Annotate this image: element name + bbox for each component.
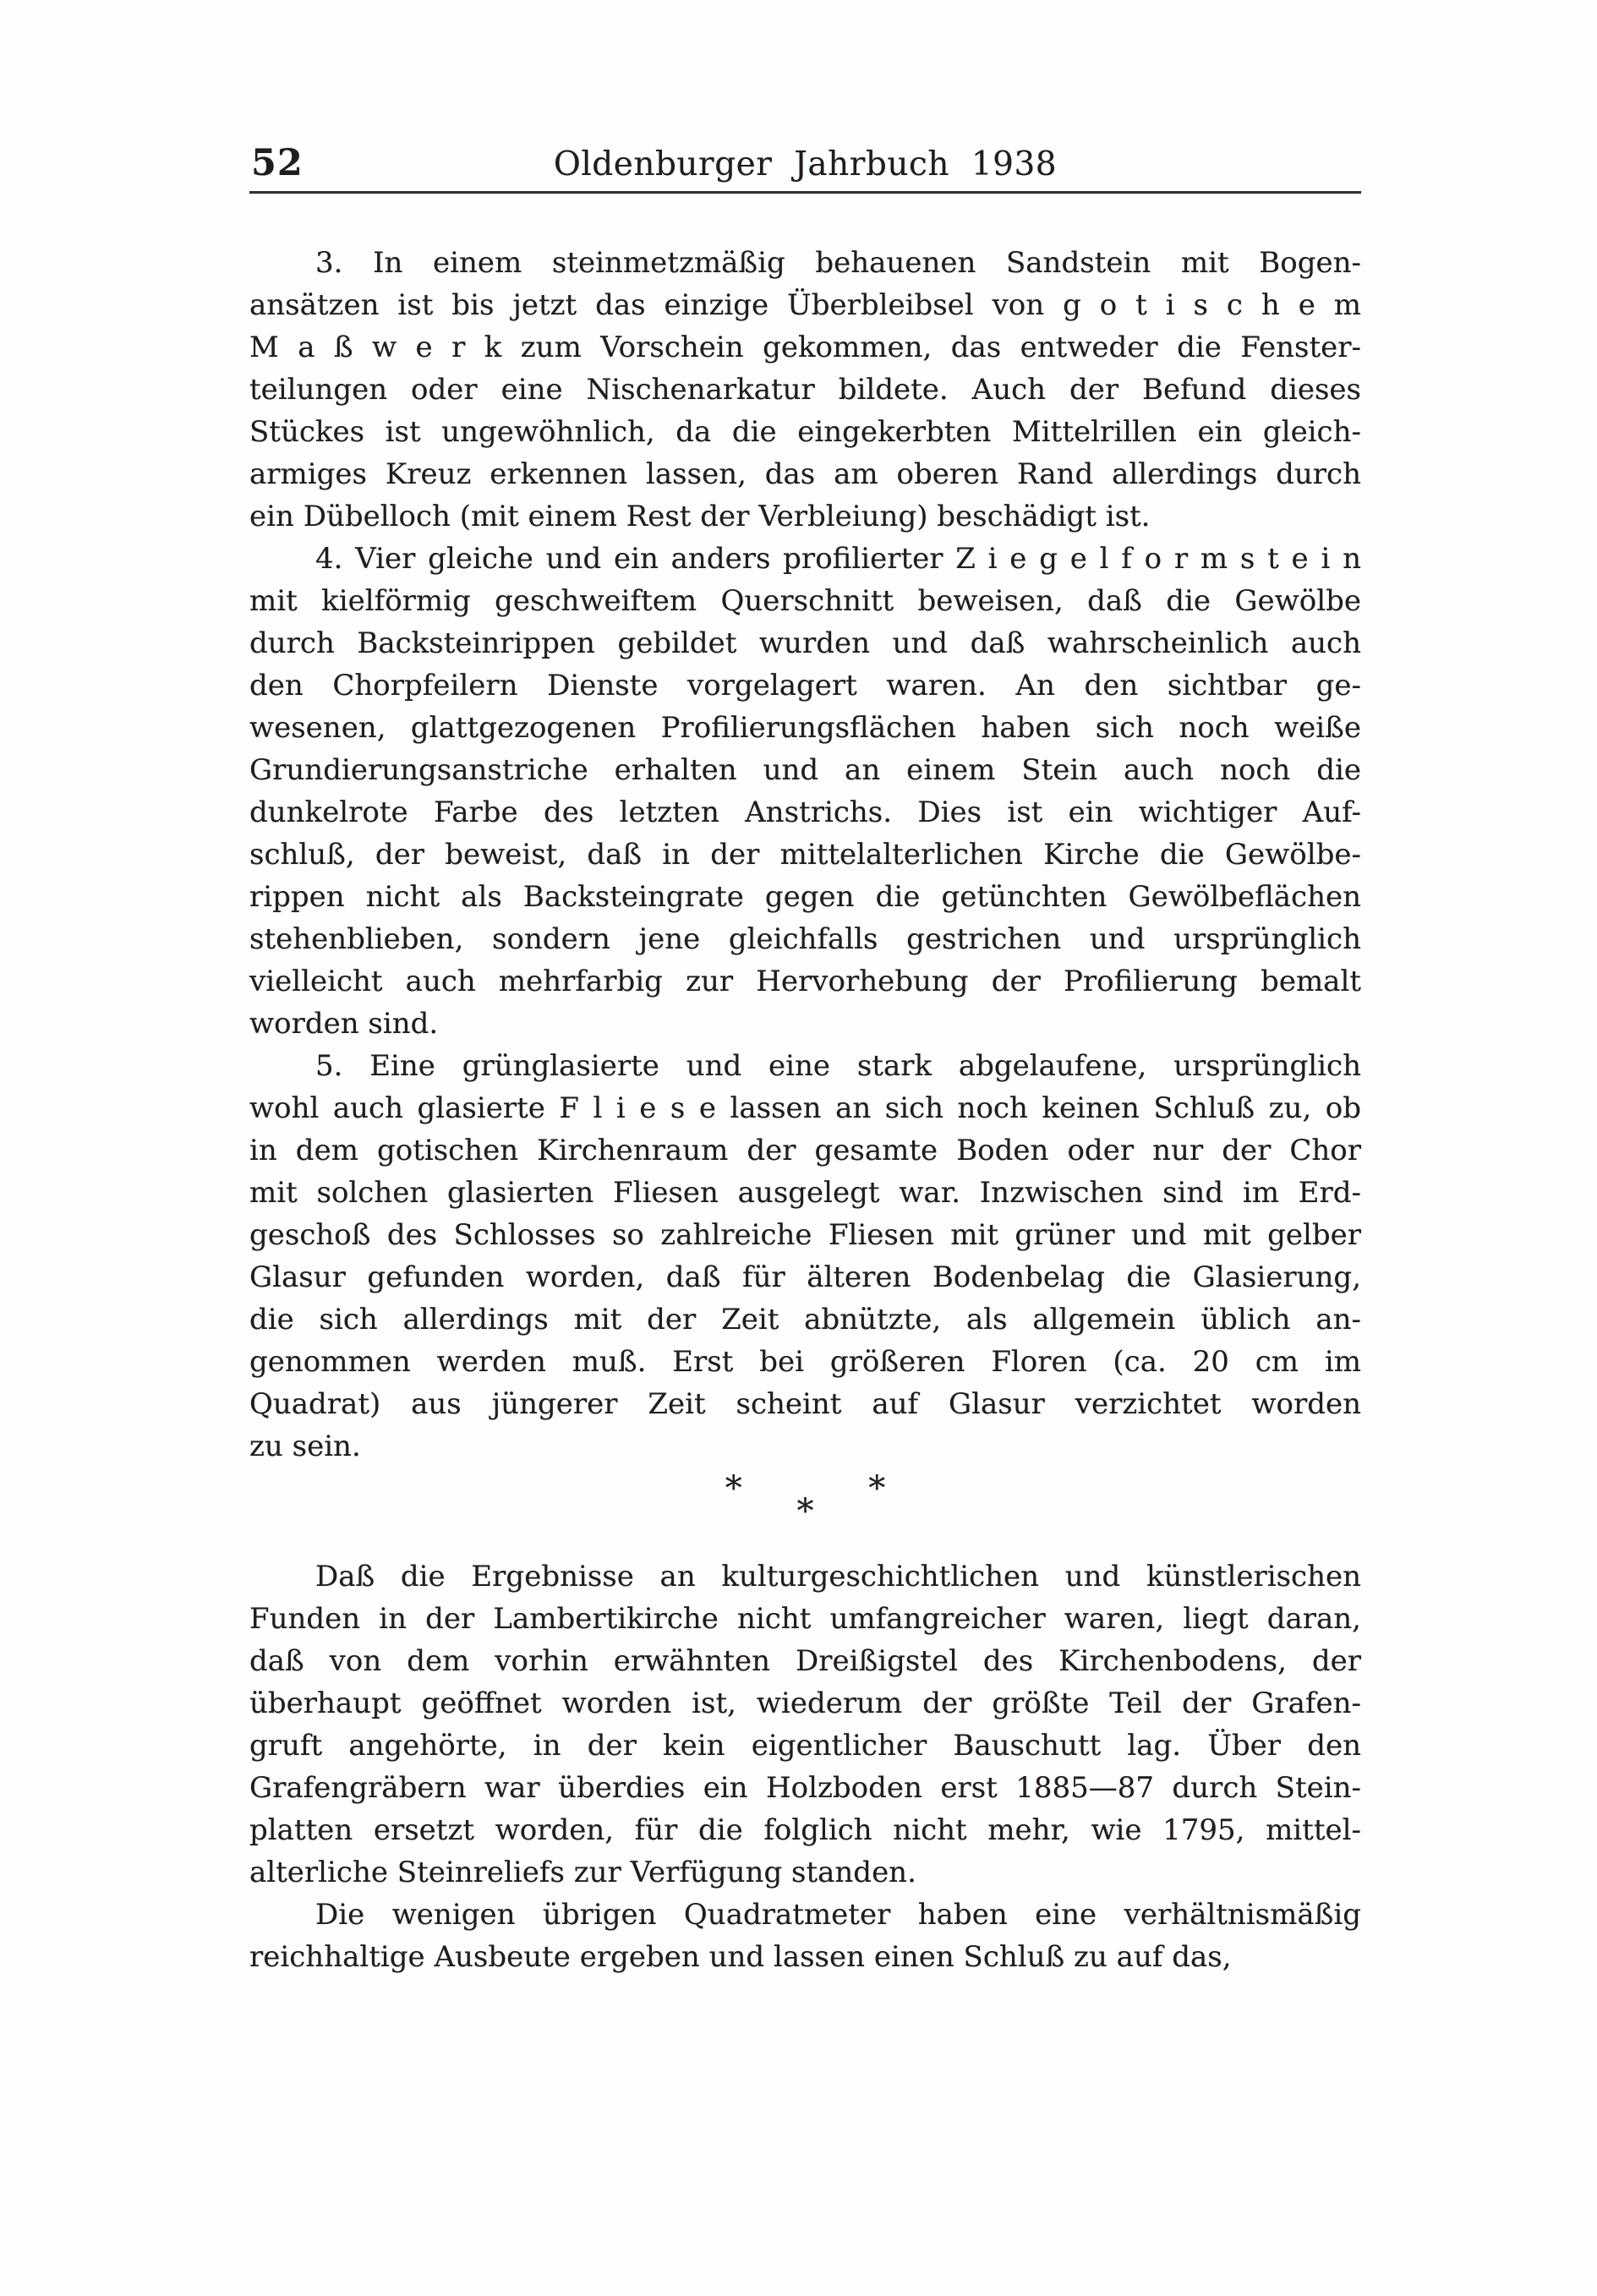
text-line: teilungen oder eine Nischenarkatur bildete. Auch der Befund dieses <box>249 373 1361 407</box>
text-line: in dem gotischen Kirchenraum der gesamte Boden oder nur der Chor <box>249 1134 1361 1167</box>
text-line: alterliche Steinreliefs zur Verfügung standen. <box>249 1856 916 1889</box>
journal-title: Oldenburger Jahrbuch 1938 <box>553 145 1058 183</box>
text-line: zu sein. <box>249 1430 361 1463</box>
text-line: mit solchen glasierten Fliesen ausgelegt war. Inzwischen sind im Erd- <box>249 1176 1361 1210</box>
text-line: Quadrat) aus jüngerer Zeit scheint auf Glasur verzichtet worden <box>249 1387 1361 1421</box>
text-line: die sich allerdings mit der Zeit abnützte, als allgemein üblich an- <box>249 1303 1361 1337</box>
text-line: Grundierungsanstriche erhalten und an einem Stein auch noch die <box>249 753 1361 787</box>
text-line: überhaupt geöffnet worden ist, wiederum der größte Teil der Grafen- <box>249 1686 1361 1720</box>
text-line: durch Backsteinrippen gebildet wurden und daß wahrscheinlich auch <box>249 626 1361 660</box>
text-body <box>249 242 1361 1978</box>
text-line: Funden in der Lambertikirche nicht umfangreicher waren, liegt daran, <box>249 1602 1361 1636</box>
paragraph-results <box>249 1555 1361 1894</box>
text-line: platten ersetzt worden, für die folglich nicht mehr, wie 1795, mittel- <box>249 1813 1361 1847</box>
text-line: daß von dem vorhin erwähnten Dreißigstel des Kirchenbodens, der <box>249 1644 1361 1678</box>
text-line: genommen werden muß. Erst bei größeren Floren (ca. 20 cm im <box>249 1345 1361 1379</box>
text-line: reichhaltige Ausbeute ergeben und lassen einen Schluß zu auf das, <box>249 1940 1232 1974</box>
text-line: worden sind. <box>249 1007 439 1041</box>
text-line: ein Dübelloch (mit einem Rest der Verbleiung) beschädigt ist. <box>249 500 1151 533</box>
text-line: ansätzen ist bis jetzt das einzige Überbleibsel von g o t i s c h e m <box>249 288 1361 322</box>
text-line: stehenblieben, sondern jene gleichfalls gestrichen und ursprünglich <box>249 922 1361 956</box>
paragraph-final <box>249 1894 1361 1978</box>
asterisk-glyph: * <box>725 1469 742 1508</box>
text-line: den Chorpfeilern Dienste vorgelagert waren. An den sichtbar ge- <box>249 669 1361 702</box>
text-line: M a ß w e r k zum Vorschein gekommen, das entweder die Fenster- <box>249 331 1361 364</box>
text-line: wohl auch glasierte F l i e s e lassen an sich noch keinen Schluß zu, ob <box>249 1091 1361 1125</box>
paragraph-5 <box>249 1045 1361 1468</box>
section-separator <box>249 1468 1361 1555</box>
asterisk-glyph: * <box>796 1492 814 1531</box>
page-number: 52 <box>251 142 304 184</box>
text-line: 5. Eine grünglasierte und eine stark abgelaufene, ursprünglich <box>315 1049 1361 1083</box>
text-line: armiges Kreuz erkennen lassen, das am oberen Rand allerdings durch <box>249 457 1361 491</box>
text-line: rippen nicht als Backsteingrate gegen die getünchten Gewölbeflächen <box>249 880 1361 914</box>
text-line: mit kielförmig geschweiftem Querschnitt beweisen, daß die Gewölbe <box>249 584 1361 618</box>
text-line: Daß die Ergebnisse an kulturgeschichtlichen und künstlerischen <box>315 1560 1361 1594</box>
text-line: Die wenigen übrigen Quadratmeter haben eine verhältnismäßig <box>315 1898 1361 1932</box>
paragraph-3 <box>249 242 1361 538</box>
paragraph-4 <box>249 538 1361 1045</box>
text-line: Grafengräbern war überdies ein Holzboden erst 1885—87 durch Stein- <box>249 1771 1361 1805</box>
text-line: Stückes ist ungewöhnlich, da die eingekerbten Mittelrillen ein gleich- <box>249 415 1361 449</box>
text-line: schluß, der beweist, daß in der mittelalterlichen Kirche die Gewölbe- <box>249 838 1361 872</box>
text-line: geschoß des Schlosses so zahlreiche Fliesen mit grüner und mit gelber <box>249 1218 1361 1252</box>
text-line: vielleicht auch mehrfarbig zur Hervorhebung der Profilierung bemalt <box>249 965 1361 998</box>
text-line: Glasur gefunden worden, daß für älteren Bodenbelag die Glasierung, <box>249 1260 1361 1294</box>
text-line: 4. Vier gleiche und ein anders profilierter Z i e g e l f o r m s t e i n <box>315 542 1361 576</box>
text-line: dunkelrote Farbe des letzten Anstrichs. Dies ist ein wichtiger Auf- <box>249 795 1361 829</box>
text-line: 3. In einem steinmetzmäßig behauenen Sandstein mit Bogen- <box>315 246 1361 280</box>
text-line: gruft angehörte, in der kein eigentlicher Bauschutt lag. Über den <box>249 1729 1361 1763</box>
text-line: wesenen, glattgezogenen Profilierungsflächen haben sich noch weiße <box>249 711 1361 745</box>
header-rule <box>249 191 1361 194</box>
asterisk-glyph: * <box>868 1469 886 1508</box>
